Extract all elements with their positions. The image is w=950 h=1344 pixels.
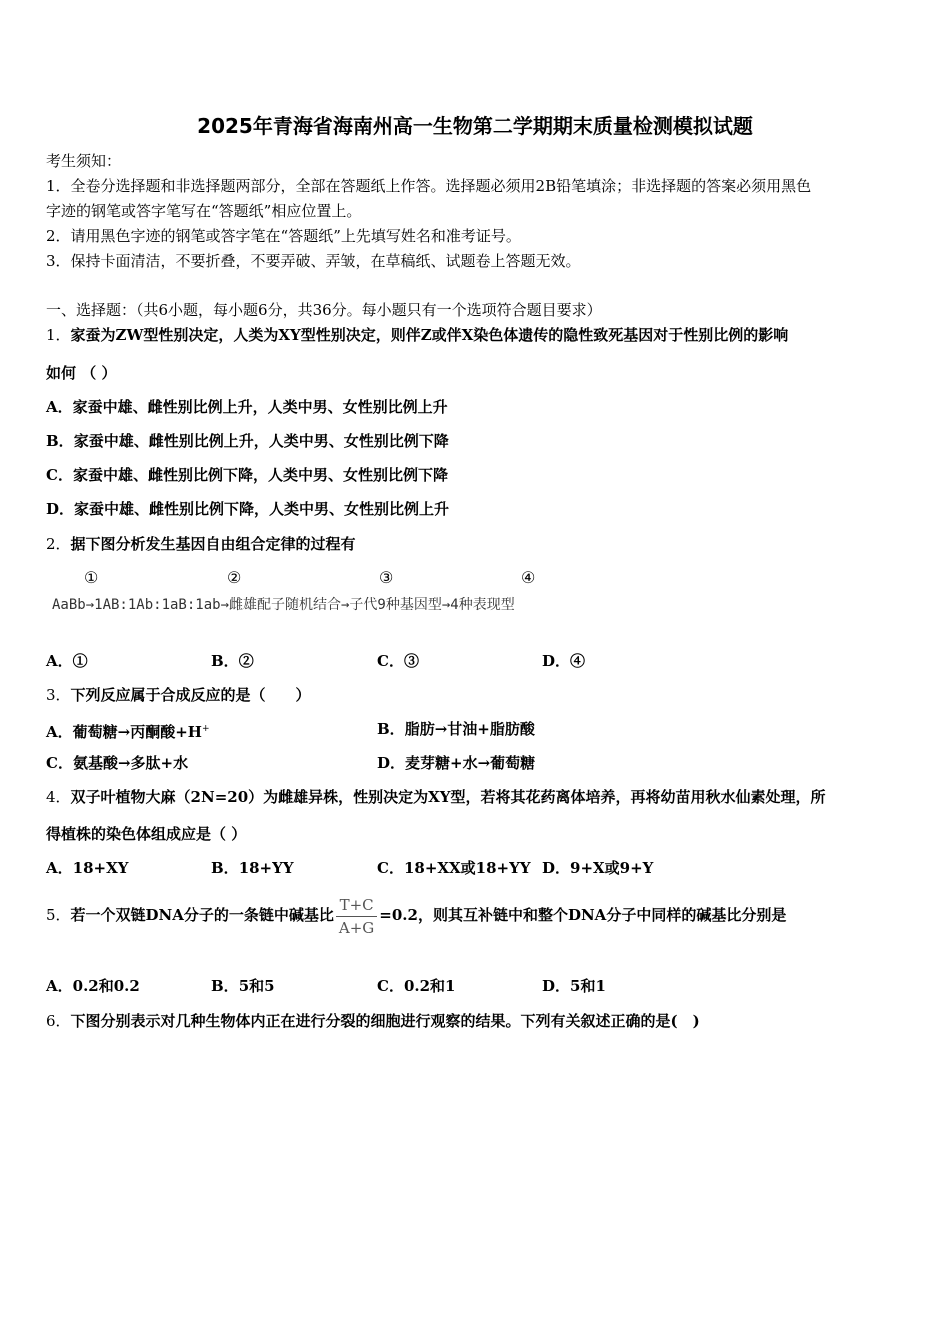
q5-option-b[interactable]: B．5和5 [211, 977, 275, 995]
q1-option-c[interactable]: C．家蚕中雄、雌性别比例下降，人类中男、女性别比例下降 [46, 466, 448, 484]
question-6: 6．下图分别表示对几种生物体内正在进行分裂的细胞进行观察的结果。下列有关叙述正确的是( ) [46, 1012, 700, 1030]
q4-option-c[interactable]: C．18+XX或18+YY [377, 859, 531, 877]
q2-option-b[interactable]: B．② [211, 652, 254, 670]
step-mark-3: ③ [379, 568, 394, 587]
base-ratio-fraction: $\frac{T+C}{A+G}$ [336, 894, 377, 939]
q4-option-d[interactable]: D．9+X或9+Y [542, 859, 654, 877]
question-1-cont: 如何 （ ） [46, 364, 117, 382]
q3-option-b[interactable]: B．脂肪→甘油+脂肪酸 [377, 720, 535, 738]
q2-option-c[interactable]: C．③ [377, 652, 419, 670]
q1-option-b[interactable]: B．家蚕中雄、雌性别比例上升，人类中男、女性别比例下降 [46, 432, 449, 450]
q2-option-a[interactable]: A．① [46, 652, 88, 670]
q5-option-c[interactable]: C．0.2和1 [377, 977, 456, 995]
question-number: 1． [46, 326, 71, 344]
q3-option-d[interactable]: D．麦芽糖+水→葡萄糖 [377, 754, 536, 772]
section-header: 一、选择题：（共6小题，每小题6分，共36分。每小题只有一个选项符合题目要求） [46, 301, 602, 319]
q5-option-a[interactable]: A．0.2和0.2 [46, 977, 140, 995]
q1-option-a[interactable]: A．家蚕中雄、雌性别比例上升，人类中男、女性别比例上升 [46, 398, 448, 416]
question-2: 2．据下图分析发生基因自由组合定律的过程有 [46, 535, 356, 553]
question-3: 3．下列反应属于合成反应的是（ ） [46, 686, 311, 704]
question-text: 家蚕为ZW型性别决定，人类为XY型性别决定，则伴Z或伴X染色体遗传的隐性致死基因对于性别比例的影响 [70, 326, 789, 344]
step-mark-2: ② [227, 568, 242, 587]
question-1 [46, 325, 788, 345]
q4-option-b[interactable]: B．18+YY [211, 859, 294, 877]
question-4-cont: 得植株的染色体组成应是（ ） [46, 825, 247, 843]
notice-item-1-cont: 字迹的钢笔或答字笔写在“答题纸”相应位置上。 [46, 202, 362, 220]
notice-item-3: 3．保持卡面清洁，不要折叠，不要弄破、弄皱，在草稿纸、试题卷上答题无效。 [46, 252, 581, 270]
question-4: 4．双子叶植物大麻（2N=20）为雌雄异株，性别决定为XY型，若将其花药离体培养，再将幼苗用秋水仙素处理，所 [46, 788, 826, 806]
process-figure: AaBb→1AB:1Ab:1aB:1ab→雌雄配子随机结合→子代9种基因型→4种表现型 [52, 597, 515, 613]
step-mark-4: ④ [521, 568, 536, 587]
q3-option-a[interactable]: A．葡萄糖→丙酮酸+H+ [46, 723, 210, 741]
notice-item-1: 1．全卷分选择题和非选择题两部分，全部在答题纸上作答。选择题必须用2B铅笔填涂；非选择题的答案必须用黑色 [46, 177, 812, 195]
step-mark-1: ① [84, 568, 99, 587]
notice-item-2: 2．请用黑色字迹的钢笔或答字笔在“答题纸”上先填写姓名和准考证号。 [46, 227, 521, 245]
q5-option-d[interactable]: D．5和1 [542, 977, 606, 995]
process-figure-marks [0, 568, 950, 590]
q1-option-d[interactable]: D．家蚕中雄、雌性别比例下降，人类中男、女性别比例上升 [46, 500, 450, 518]
notice-heading: 考生须知： [46, 152, 122, 170]
question-5: 5．若一个双链DNA分子的一条链中碱基比 $\frac{T+C}{A+G}$ =0.2，则其互补链中和整个DNA分子中同样的碱基比分别是 [46, 895, 787, 937]
q4-option-a[interactable]: A．18+XY [46, 859, 129, 877]
q3-option-c[interactable]: C．氨基酸→多肽+水 [46, 754, 189, 772]
exam-title: 2025年青海省海南州高一生物第二学期期末质量检测模拟试题 [197, 114, 753, 138]
q2-option-d[interactable]: D．④ [542, 652, 586, 670]
